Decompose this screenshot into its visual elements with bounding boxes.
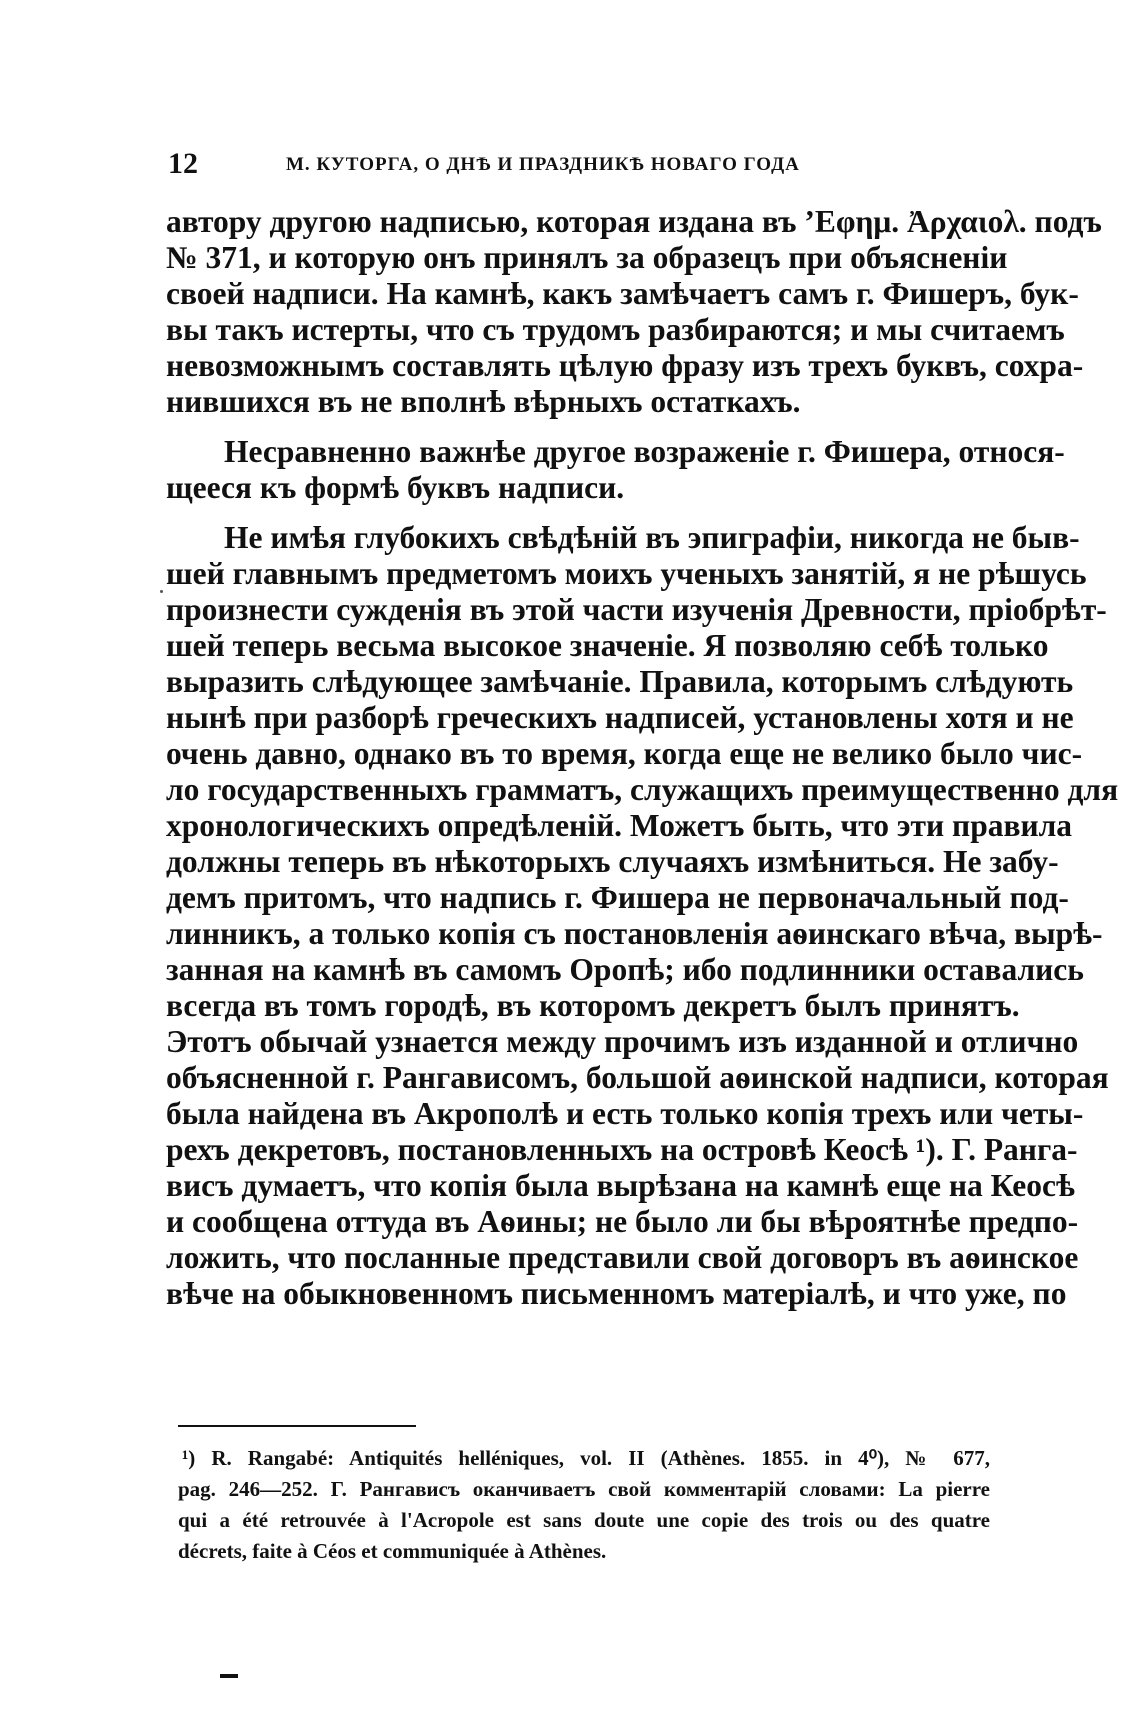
text-line: вы такъ истерты, что съ трудомъ разбираются; и мы считаемъ	[166, 312, 1065, 347]
text-line: была найдена въ Акрополѣ и есть только копія трехъ или четы-	[166, 1096, 1084, 1131]
text-line: ложить, что посланные представили свой договоръ въ аѳинское	[166, 1240, 1079, 1275]
footnotes	[178, 1443, 990, 1567]
main-text	[166, 204, 1119, 1312]
text-line: линникъ, а только копія съ постановленія аѳинскаго вѣча, вырѣ-	[166, 916, 1103, 951]
text-line: невозможнымъ составлять цѣлую фразу изъ трехъ буквъ, сохра-	[166, 348, 1084, 383]
running-head	[168, 147, 988, 187]
footnote-line: ¹) R. Rangabé: Antiquités helléniques, vol. II (Athènes. 1855. in 4⁰), № 677,	[182, 1446, 990, 1470]
scan-speck	[160, 590, 163, 593]
text-line: висъ думаетъ, что копія была вырѣзана на камнѣ еще на Кеосѣ	[166, 1168, 1075, 1203]
text-line: Несравненно важнѣе другое возраженіе г. Фишера, относя-	[224, 434, 1065, 469]
text-line: выразить слѣдующее замѣчаніе. Правила, которымъ слѣдують	[166, 664, 1074, 699]
text-line: щееся къ формѣ буквъ надписи.	[166, 470, 625, 505]
text-line: занная на камнѣ въ самомъ Оропѣ; ибо подлинники оставались	[166, 952, 1084, 987]
text-line: шей теперь весьма высокое значеніе. Я позволяю себѣ только	[166, 628, 1049, 663]
text-line: автору другою надписью, которая издана въ ʼΕφημ. Ἀρχαιολ. подъ	[166, 204, 1102, 239]
text-line: произнести сужденія въ этой части изученія Древности, пріобрѣт-	[166, 592, 1107, 627]
text-line: Этотъ обычай узнается между прочимъ изъ изданной и отлично	[166, 1024, 1079, 1059]
footnote-line: qui a été retrouvée à l'Acropole est sans doute une copie des trois ou des quatre	[178, 1508, 990, 1532]
text-line: вѣче на обыкновенномъ письменномъ матеріалѣ, и что уже, по	[166, 1276, 1067, 1311]
footnote-line: décrets, faite à Céos et communiquée à Athènes.	[178, 1539, 607, 1563]
text-line: нившихся въ не вполнѣ вѣрныхъ остаткахъ.	[166, 384, 801, 419]
text-line: № 371, и которую онъ принялъ за образецъ при объясненіи	[166, 240, 1008, 275]
text-line: ло государственныхъ грамматъ, служащихъ преимущественно для	[166, 772, 1119, 807]
text-line: хронологическихъ опредѣленій. Можетъ быть, что эти правила	[166, 808, 1073, 843]
text-line: демъ притомъ, что надпись г. Фишера не первоначальный под-	[166, 880, 1069, 915]
page-number: 12	[168, 147, 198, 180]
text-line: объясненной г. Рангависомъ, большой аѳинской надписи, которая	[166, 1060, 1109, 1095]
footnote-line: pag. 246—252. Г. Рангависъ оканчиваетъ свой комментарій словами: La pierre	[178, 1477, 990, 1501]
text-line: шей главнымъ предметомъ моихъ ученыхъ занятій, я не рѣшусь	[166, 556, 1087, 591]
running-title: М. КУТОРГА, О ДНѢ И ПРАЗДНИКѢ НОВАГО ГОДА	[286, 154, 800, 175]
text-line: нынѣ при разборѣ греческихъ надписей, установлены хотя и не	[166, 700, 1074, 735]
text-line: рехъ декретовъ, постановленныхъ на островѣ Кеосѣ ¹). Г. Ранга-	[166, 1132, 1078, 1167]
scan-mark	[220, 1674, 238, 1678]
text-line: должны теперь въ нѣкоторыхъ случаяхъ измѣниться. Не забу-	[166, 844, 1059, 879]
text-line: и сообщена оттуда въ Аѳины; не было ли бы вѣроятнѣе предпо-	[166, 1204, 1079, 1239]
text-line: очень давно, однако въ то время, когда еще не велико было чис-	[166, 736, 1083, 771]
footnote-separator	[178, 1425, 416, 1427]
text-line: Не имѣя глубокихъ свѣдѣній въ эпиграфіи, никогда не быв-	[224, 520, 1080, 555]
text-line: всегда въ томъ городѣ, въ которомъ декретъ былъ принятъ.	[166, 988, 1020, 1023]
text-line: своей надписи. На камнѣ, какъ замѣчаетъ самъ г. Фишеръ, бук-	[166, 276, 1079, 311]
